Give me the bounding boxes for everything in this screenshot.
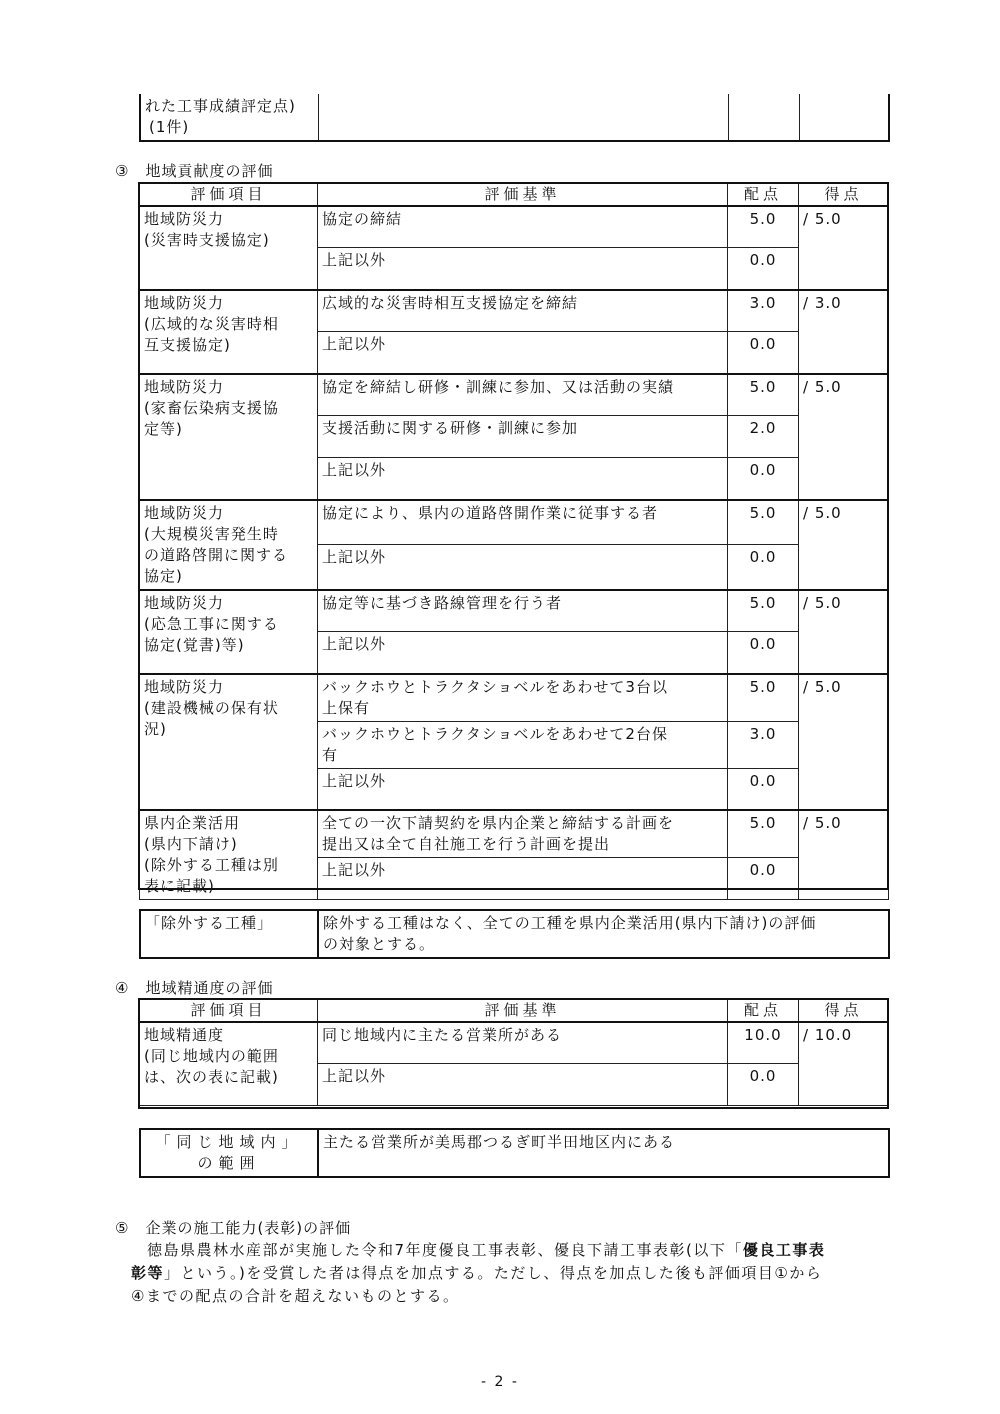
para-text-3: ④までの配点の合計を超えないものとする。	[131, 1287, 460, 1305]
evaluation-criteria: 上記以外	[318, 768, 728, 810]
evaluation-item: 地域防災力 (広域的な災害時相 互支援協定)	[140, 290, 318, 374]
para-line-2	[115, 1262, 900, 1285]
page-number: - 2 -	[481, 1374, 519, 1390]
familiarity-item: 地域精通度 (同じ地域内の範囲 は、次の表に記載)	[140, 1022, 318, 1106]
evaluation-criteria: バックホウとトラクタショベルをあわせて2台保 有	[318, 721, 728, 768]
score-cell: / 3.0	[799, 290, 889, 374]
para-bold-1: 優良工事表	[742, 1241, 826, 1259]
section5-heading: ⑤ 企業の施工能力(表彰)の評価	[115, 1219, 352, 1237]
points-value: 2.0	[728, 416, 799, 458]
familiarity-points-1: 0.0	[728, 1064, 799, 1106]
points-value: 5.0	[728, 674, 799, 722]
para-line-3	[115, 1285, 900, 1308]
header-row	[140, 1000, 889, 1022]
points-value: 0.0	[728, 248, 799, 290]
fragment-points-cell	[728, 94, 799, 141]
points-value: 0.0	[728, 632, 799, 674]
fragment-score-cell	[799, 94, 889, 141]
criteria-row	[140, 674, 889, 722]
familiarity-criteria-1: 上記以外	[318, 1064, 728, 1106]
evaluation-criteria: 支援活動に関する研修・訓練に参加	[318, 416, 728, 458]
regional-familiarity-table	[139, 999, 889, 1106]
points-value: 5.0	[728, 810, 799, 858]
score-cell: / 5.0	[799, 810, 889, 900]
criteria-row	[140, 590, 889, 632]
header-criteria: 評価基準	[318, 184, 728, 206]
evaluation-criteria: 協定により、県内の道路啓開作業に従事する者	[318, 500, 728, 545]
evaluation-item: 県内企業活用 (県内下請け) (除外する工種は別 表に記載)	[140, 810, 318, 900]
header-points: 配点	[728, 184, 799, 206]
evaluation-item: 地域防災力 (家畜伝染病支援協 定等)	[140, 374, 318, 500]
evaluation-item: 地域防災力 (応急工事に関する 協定(覚書)等)	[140, 590, 318, 674]
criteria-row	[140, 810, 889, 858]
familiarity-score: / 10.0	[799, 1022, 889, 1106]
section3-heading: ③ 地域貢献度の評価	[115, 162, 274, 180]
range-table	[139, 1128, 890, 1178]
header-item: 評価項目	[140, 1000, 318, 1022]
score-cell: / 5.0	[799, 374, 889, 500]
fragment-line2: (1件)	[149, 118, 190, 136]
points-value: 0.0	[728, 332, 799, 374]
points-value: 5.0	[728, 590, 799, 632]
points-value: 5.0	[728, 500, 799, 545]
familiarity-criteria-0: 同じ地域内に主たる営業所がある	[318, 1022, 728, 1064]
criteria-row	[140, 500, 889, 545]
fragment-criteria-cell	[318, 94, 728, 141]
score-cell: / 5.0	[799, 500, 889, 590]
exclusion-label: 「除外する工種」	[140, 910, 318, 958]
header-item: 評価項目	[140, 184, 318, 206]
fragment-line1: れた工事成績評定点)	[145, 97, 296, 115]
criteria-row	[140, 290, 889, 332]
previous-table-fragment	[139, 94, 890, 142]
score-cell: / 5.0	[799, 590, 889, 674]
points-value: 5.0	[728, 206, 799, 248]
points-value: 3.0	[728, 721, 799, 768]
criteria-row	[140, 206, 889, 248]
header-score: 得点	[799, 1000, 889, 1022]
evaluation-criteria: 協定を締結し研修・訓練に参加、又は活動の実績	[318, 374, 728, 416]
points-value: 3.0	[728, 290, 799, 332]
fragment-item-cell	[140, 94, 318, 141]
familiarity-points-0: 10.0	[728, 1022, 799, 1064]
evaluation-item: 地域防災力 (建設機械の保有状 況)	[140, 674, 318, 811]
points-value: 5.0	[728, 374, 799, 416]
evaluation-criteria: 上記以外	[318, 458, 728, 500]
evaluation-criteria: 上記以外	[318, 332, 728, 374]
header-row	[140, 184, 889, 206]
evaluation-criteria: 上記以外	[318, 632, 728, 674]
points-value: 0.0	[728, 858, 799, 900]
evaluation-criteria: 協定等に基づき路線管理を行う者	[318, 590, 728, 632]
exclusion-text: 除外する工種はなく、全ての工種を県内企業活用(県内下請け)の評価 の対象とする。	[318, 910, 889, 958]
header-score: 得点	[799, 184, 889, 206]
evaluation-criteria: 全ての一次下請契約を県内企業と締結する計画を 提出又は全て自社施工を行う計画を提出	[318, 810, 728, 858]
evaluation-criteria: 上記以外	[318, 858, 728, 900]
evaluation-criteria: 広域的な災害時相互支援協定を締結	[318, 290, 728, 332]
range-label: 「同じ地域内」 の範囲	[140, 1129, 318, 1177]
para-line-1	[115, 1239, 900, 1262]
exclusion-table	[139, 909, 890, 959]
header-criteria: 評価基準	[318, 1000, 728, 1022]
evaluation-criteria: バックホウとトラクタショベルをあわせて3台以 上保有	[318, 674, 728, 722]
section4-heading: ④ 地域精通度の評価	[115, 979, 274, 997]
points-value: 0.0	[728, 768, 799, 810]
header-points: 配点	[728, 1000, 799, 1022]
score-cell: / 5.0	[799, 674, 889, 811]
evaluation-criteria: 上記以外	[318, 248, 728, 290]
evaluation-criteria: 上記以外	[318, 545, 728, 590]
evaluation-item: 地域防災力 (災害時支援協定)	[140, 206, 318, 290]
para-bold-2: 彰等	[131, 1264, 165, 1282]
para-text-2: 」という。)を受賞した者は得点を加点する。ただし、得点を加点した後も評価項目①から	[164, 1264, 823, 1282]
points-value: 0.0	[728, 458, 799, 500]
evaluation-item: 地域防災力 (大規模災害発生時 の道路啓開に関する 協定)	[140, 500, 318, 590]
points-value: 0.0	[728, 545, 799, 590]
criteria-row	[140, 374, 889, 416]
para-text-1: 徳島県農林水産部が実施した令和7年度優良工事表彰、優良下請工事表彰(以下「	[147, 1241, 743, 1259]
range-text: 主たる営業所が美馬郡つるぎ町半田地区内にある	[318, 1129, 889, 1177]
regional-contribution-table	[139, 183, 889, 900]
section5-paragraph	[115, 1239, 900, 1308]
evaluation-criteria: 協定の締結	[318, 206, 728, 248]
score-cell: / 5.0	[799, 206, 889, 290]
